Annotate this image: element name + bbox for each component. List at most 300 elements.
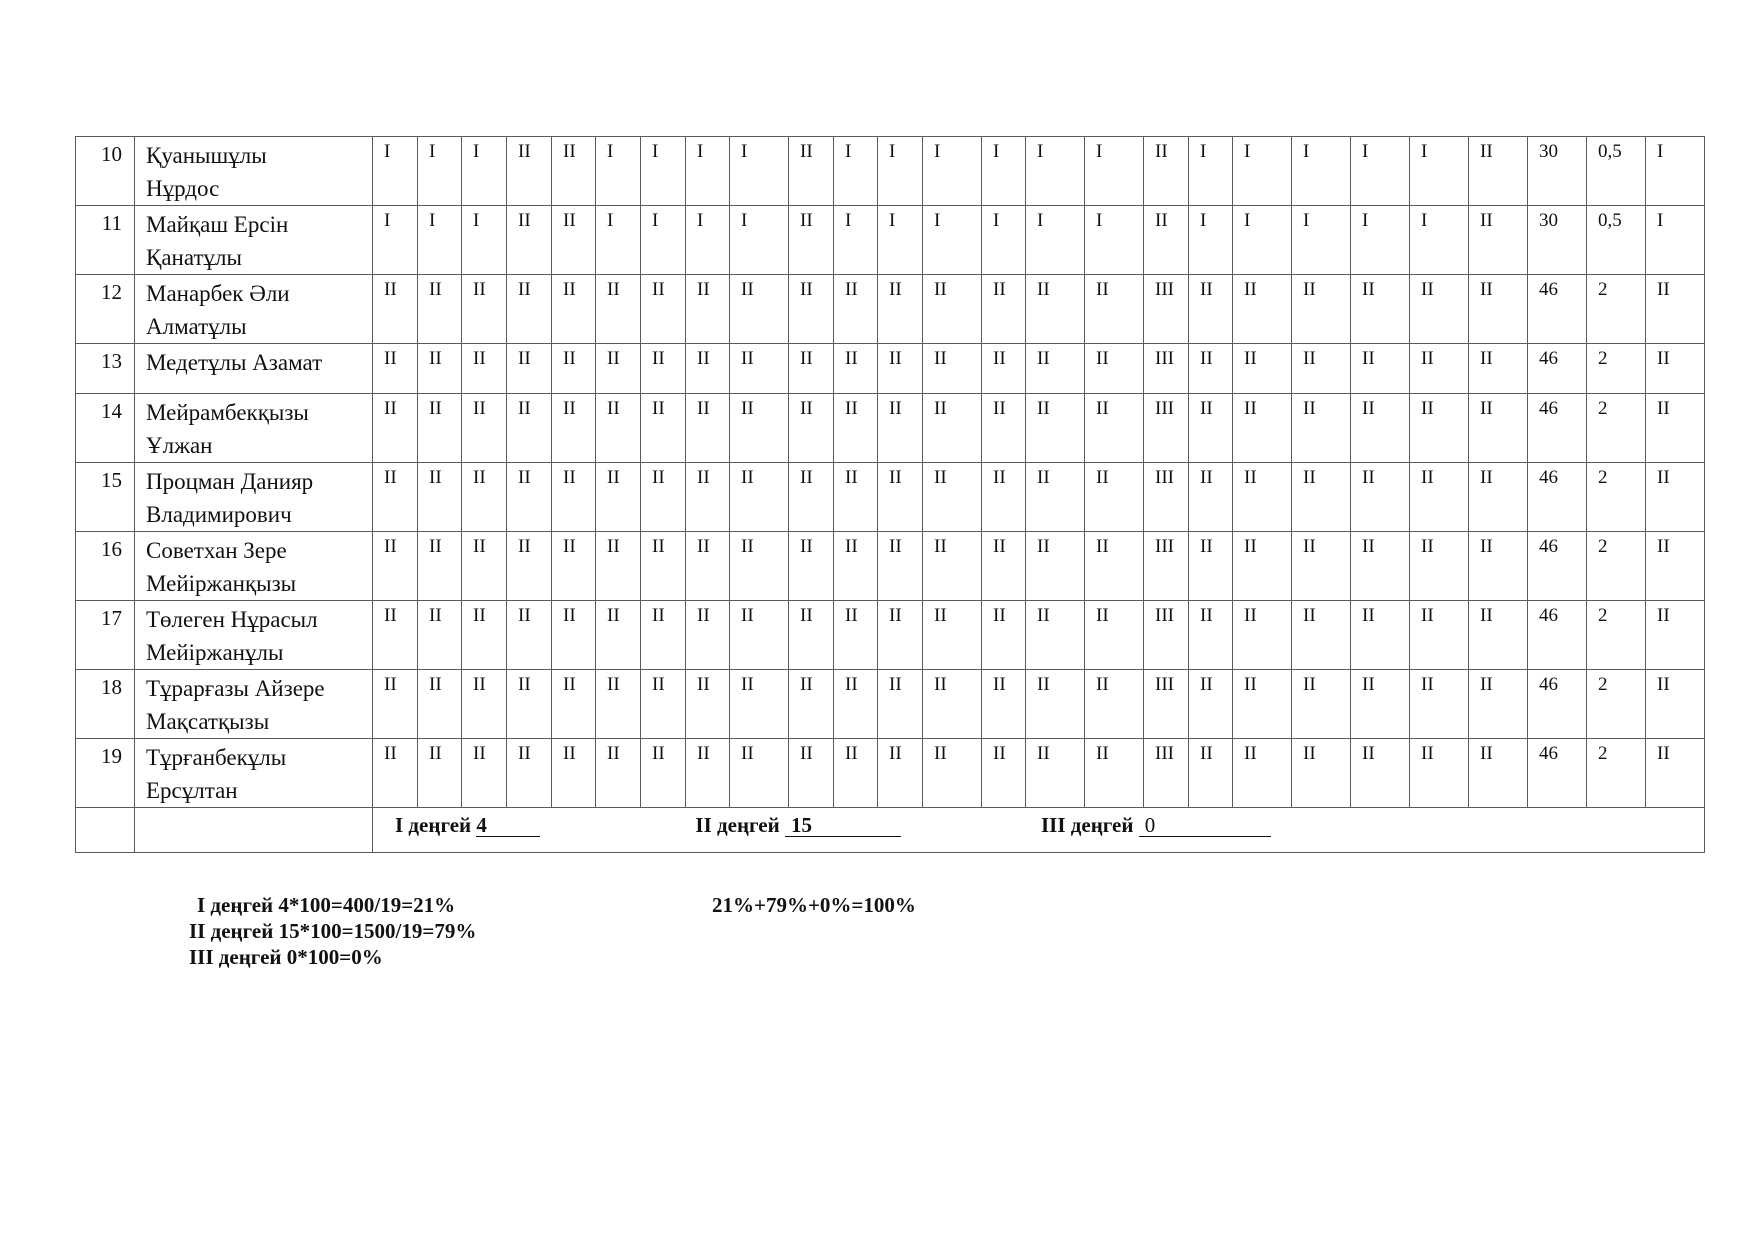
level-cell: II [462, 344, 507, 394]
level-cell: 46 [1528, 670, 1587, 739]
level-cell: II [507, 137, 552, 206]
student-name [135, 137, 373, 206]
student-name-line: Мейрамбекқызы [146, 400, 309, 425]
level-cell: II [686, 739, 730, 808]
level-cell: II [641, 739, 686, 808]
level-cell: I [878, 206, 923, 275]
level-cell: II [1292, 344, 1351, 394]
level-cell: II [462, 463, 507, 532]
table-row [76, 601, 1705, 670]
level-cell: I [596, 206, 641, 275]
level-summary [373, 808, 1705, 853]
level-cell: II [641, 601, 686, 670]
level-cell: II [789, 137, 834, 206]
level-cell: 2 [1587, 344, 1646, 394]
level-cell: II [373, 739, 418, 808]
level-cell: II [507, 344, 552, 394]
level-cell: III [1144, 463, 1189, 532]
level-cell: I [1292, 137, 1351, 206]
level-cell: II [596, 394, 641, 463]
level-cell: II [730, 670, 789, 739]
level-cell: II [373, 275, 418, 344]
student-name-line: Майқаш Ерсін [146, 212, 289, 237]
level-cell: II [462, 601, 507, 670]
level-cell: II [1469, 275, 1528, 344]
calc-line-level3: III деңгей 0*100=0% [189, 945, 383, 969]
level-cell: II [373, 670, 418, 739]
level-cell: 46 [1528, 601, 1587, 670]
level-cell: I [730, 206, 789, 275]
student-name-line: Тұрарғазы Айзере [146, 676, 325, 701]
level-cell: II [982, 394, 1026, 463]
level-cell: II [596, 344, 641, 394]
level-cell: II [373, 463, 418, 532]
student-name [135, 206, 373, 275]
student-name [135, 275, 373, 344]
level-cell: II [1085, 344, 1144, 394]
level-cell: II [686, 601, 730, 670]
calc-line-level2: II деңгей 15*100=1500/19=79% [189, 919, 477, 943]
level-cell: 2 [1587, 670, 1646, 739]
level-cell: I [462, 206, 507, 275]
level-cell: II [789, 463, 834, 532]
table-row [76, 206, 1705, 275]
level-cell: 46 [1528, 463, 1587, 532]
level-cell: II [1646, 670, 1705, 739]
level-cell: II [789, 206, 834, 275]
student-name-line: Нұрдос [146, 176, 220, 201]
level-cell: II [878, 601, 923, 670]
level-cell: II [834, 344, 878, 394]
level-cell: II [641, 394, 686, 463]
student-name [135, 344, 373, 394]
level-cell: I [641, 137, 686, 206]
level-cell: II [1292, 463, 1351, 532]
student-name-line: Ұлжан [146, 433, 213, 458]
student-name-line: Төлеген Нұрасыл [146, 607, 318, 632]
summary-name-cell [135, 808, 373, 853]
level-cell: 2 [1587, 739, 1646, 808]
summary-num-cell [76, 808, 135, 853]
assessment-table-body [76, 137, 1705, 853]
level-cell: II [789, 275, 834, 344]
row-number: 15 [76, 463, 135, 532]
student-name [135, 670, 373, 739]
level-cell: II [552, 532, 596, 601]
level-cell: II [1469, 601, 1528, 670]
level-cell: I [1410, 206, 1469, 275]
level-cell: 2 [1587, 275, 1646, 344]
level-cell: II [1351, 532, 1410, 601]
level-cell: II [1189, 344, 1233, 394]
level-cell: 2 [1587, 601, 1646, 670]
level-cell: III [1144, 394, 1189, 463]
level-cell: I [1410, 137, 1469, 206]
table-row [76, 275, 1705, 344]
level-cell: I [982, 206, 1026, 275]
level-cell: II [507, 394, 552, 463]
row-number: 18 [76, 670, 135, 739]
level-cell: II [1085, 670, 1144, 739]
level-cell: II [878, 394, 923, 463]
level-cell: II [789, 670, 834, 739]
assessment-table [75, 136, 1705, 853]
level-cell: 0,5 [1587, 206, 1646, 275]
level-cell: II [923, 739, 982, 808]
level-cell: II [878, 739, 923, 808]
level-cell: II [1233, 463, 1292, 532]
level-cell: II [789, 532, 834, 601]
level-cell: 30 [1528, 206, 1587, 275]
level-cell: II [418, 739, 462, 808]
level-cell: II [1189, 670, 1233, 739]
level-cell: II [730, 601, 789, 670]
level-cell: II [418, 463, 462, 532]
level-cell: II [730, 275, 789, 344]
level-cell: I [1085, 137, 1144, 206]
level-cell: II [373, 344, 418, 394]
row-number: 16 [76, 532, 135, 601]
level-cell: II [462, 275, 507, 344]
level-cell: II [1646, 532, 1705, 601]
student-name [135, 532, 373, 601]
student-name-line: Владимирович [146, 502, 292, 527]
level-cell: II [1026, 344, 1085, 394]
level-cell: II [1085, 394, 1144, 463]
row-number: 17 [76, 601, 135, 670]
level-cell: II [878, 670, 923, 739]
level-cell: II [1189, 394, 1233, 463]
level-cell: II [1292, 601, 1351, 670]
student-name-line: Советхан Зере [146, 538, 287, 563]
level-cell: II [596, 670, 641, 739]
level-cell: II [641, 275, 686, 344]
level-cell: II [507, 532, 552, 601]
level-cell: II [596, 532, 641, 601]
row-number: 14 [76, 394, 135, 463]
level-cell: II [1469, 137, 1528, 206]
level-cell: II [878, 344, 923, 394]
level-cell: II [552, 739, 596, 808]
level-cell: II [596, 739, 641, 808]
level-cell: 46 [1528, 344, 1587, 394]
level-cell: 2 [1587, 463, 1646, 532]
student-name-line: Мақсатқызы [146, 709, 270, 734]
level-cell: I [982, 137, 1026, 206]
level-cell: II [596, 463, 641, 532]
level-cell: II [1026, 601, 1085, 670]
level-cell: 46 [1528, 532, 1587, 601]
level-cell: I [1233, 137, 1292, 206]
level-cell: II [552, 463, 596, 532]
level-cell: I [686, 137, 730, 206]
level-cell: II [789, 394, 834, 463]
level-cell: II [1351, 739, 1410, 808]
level-cell: II [418, 344, 462, 394]
student-name [135, 463, 373, 532]
level-cell: II [1026, 463, 1085, 532]
level-cell: III [1144, 670, 1189, 739]
calc-line-level1: I деңгей 4*100=400/19=21% [197, 893, 456, 917]
level-cell: I [1085, 206, 1144, 275]
level-cell: II [418, 275, 462, 344]
calc-total: 21%+79%+0%=100% [712, 893, 916, 917]
level-cell: II [552, 137, 596, 206]
level-cell: II [1144, 206, 1189, 275]
level-cell: II [730, 739, 789, 808]
row-number: 12 [76, 275, 135, 344]
level-cell: I [1233, 206, 1292, 275]
level-cell: II [507, 206, 552, 275]
level-cell: II [1469, 206, 1528, 275]
student-name [135, 601, 373, 670]
level-cell: I [878, 137, 923, 206]
level-cell: II [834, 601, 878, 670]
level-cell: II [1026, 532, 1085, 601]
level-cell: I [1026, 137, 1085, 206]
level-cell: 2 [1587, 532, 1646, 601]
level-cell: II [507, 739, 552, 808]
level-cell: I [834, 137, 878, 206]
level-cell: II [1026, 394, 1085, 463]
level-cell: I [1189, 206, 1233, 275]
student-name-line: Тұрғанбекұлы [146, 745, 287, 770]
level-cell: II [373, 601, 418, 670]
level-cell: II [923, 670, 982, 739]
level-cell: II [923, 532, 982, 601]
level-cell: 46 [1528, 394, 1587, 463]
level-cell: II [834, 739, 878, 808]
level-cell: II [923, 601, 982, 670]
level-cell: I [1646, 206, 1705, 275]
level-cell: III [1144, 344, 1189, 394]
level-cell: I [462, 137, 507, 206]
level-cell: I [1189, 137, 1233, 206]
level-cell: I [418, 137, 462, 206]
level-cell: II [1646, 394, 1705, 463]
level-cell: II [1233, 275, 1292, 344]
level-cell: II [1085, 532, 1144, 601]
student-name-line: Медетұлы Азамат [146, 350, 323, 375]
level-cell: II [596, 601, 641, 670]
level-cell: 30 [1528, 137, 1587, 206]
table-row [76, 344, 1705, 394]
level-cell: II [789, 344, 834, 394]
level-cell: II [462, 532, 507, 601]
level-cell: II [1351, 670, 1410, 739]
level-cell: II [686, 532, 730, 601]
level-cell: II [982, 601, 1026, 670]
level-cell: 2 [1587, 394, 1646, 463]
level-cell: II [1189, 463, 1233, 532]
level-cell: II [834, 394, 878, 463]
level2-label: II деңгей [695, 813, 785, 837]
row-number: 10 [76, 137, 135, 206]
level-cell: I [923, 137, 982, 206]
level-cell: II [1292, 739, 1351, 808]
level-cell: II [982, 275, 1026, 344]
level-cell: II [641, 670, 686, 739]
level-cell: II [1410, 532, 1469, 601]
level-cell: II [552, 601, 596, 670]
level-cell: II [1469, 670, 1528, 739]
level-cell: I [1646, 137, 1705, 206]
level-cell: II [418, 670, 462, 739]
level-cell: II [1469, 739, 1528, 808]
level-cell: II [373, 394, 418, 463]
level-cell: II [1233, 344, 1292, 394]
level-cell: I [596, 137, 641, 206]
student-name-line: Ерсұлтан [146, 778, 238, 803]
level-cell: II [1233, 394, 1292, 463]
row-number: 11 [76, 206, 135, 275]
level-cell: II [641, 463, 686, 532]
level-cell: II [686, 275, 730, 344]
level-cell: II [1085, 463, 1144, 532]
table-row [76, 739, 1705, 808]
table-row [76, 532, 1705, 601]
level-cell: II [1085, 601, 1144, 670]
student-name-line: Қанатұлы [146, 245, 242, 270]
level-cell: II [730, 463, 789, 532]
level-cell: II [1351, 601, 1410, 670]
level-cell: II [418, 532, 462, 601]
level-cell: II [686, 344, 730, 394]
level-cell: II [373, 532, 418, 601]
level-cell: I [1292, 206, 1351, 275]
level-cell: I [373, 137, 418, 206]
level-cell: III [1144, 739, 1189, 808]
level-cell: I [641, 206, 686, 275]
level-cell: II [1469, 463, 1528, 532]
level-cell: II [878, 463, 923, 532]
level-cell: II [834, 463, 878, 532]
level-cell: II [1085, 739, 1144, 808]
level-cell: II [1410, 601, 1469, 670]
student-name [135, 394, 373, 463]
level-cell: II [982, 532, 1026, 601]
level-cell: II [462, 739, 507, 808]
level1-value: 4 [476, 814, 540, 837]
level-cell: II [1351, 463, 1410, 532]
level-cell: II [1469, 344, 1528, 394]
level-cell: II [982, 344, 1026, 394]
level-cell: II [1351, 344, 1410, 394]
level-cell: II [1292, 670, 1351, 739]
level1-label: I деңгей [395, 813, 477, 837]
row-number: 13 [76, 344, 135, 394]
level-cell: II [1233, 532, 1292, 601]
level-cell: III [1144, 532, 1189, 601]
level-cell: II [878, 275, 923, 344]
level-cell: II [1189, 275, 1233, 344]
student-name-line: Қуанышұлы [146, 143, 267, 168]
level-cell: 46 [1528, 739, 1587, 808]
level-cell: II [789, 601, 834, 670]
level-cell: II [730, 532, 789, 601]
level-cell: III [1144, 601, 1189, 670]
table-row [76, 137, 1705, 206]
summary-row [76, 808, 1705, 853]
level-cell: II [507, 670, 552, 739]
level-cell: II [552, 275, 596, 344]
level-cell: II [1144, 137, 1189, 206]
level-cell: II [1026, 670, 1085, 739]
level-cell: II [1646, 601, 1705, 670]
level-cell: II [1646, 344, 1705, 394]
level-cell: II [789, 739, 834, 808]
level-cell: I [1351, 206, 1410, 275]
student-name-line: Алматұлы [146, 314, 247, 339]
level-cell: II [834, 670, 878, 739]
level2-value: 15 [785, 814, 901, 837]
level-cell: 46 [1528, 275, 1587, 344]
level-cell: II [418, 601, 462, 670]
level-cell: II [1351, 394, 1410, 463]
level-cell: II [982, 739, 1026, 808]
level-cell: I [1351, 137, 1410, 206]
level-cell: II [686, 670, 730, 739]
level-cell: II [1085, 275, 1144, 344]
table-row [76, 394, 1705, 463]
level-cell: II [686, 394, 730, 463]
level-cell: II [1026, 275, 1085, 344]
level-cell: II [1233, 670, 1292, 739]
level-cell: II [923, 344, 982, 394]
level-cell: II [1646, 463, 1705, 532]
level-cell: II [641, 532, 686, 601]
table-row [76, 463, 1705, 532]
level-cell: II [1292, 394, 1351, 463]
level-cell: II [1646, 275, 1705, 344]
level-cell: I [418, 206, 462, 275]
level-cell: II [1233, 739, 1292, 808]
level-cell: II [834, 275, 878, 344]
level-cell: II [507, 601, 552, 670]
level-cell: II [641, 344, 686, 394]
level-cell: I [686, 206, 730, 275]
level-cell: II [596, 275, 641, 344]
level-cell: II [1469, 394, 1528, 463]
level-cell: II [923, 463, 982, 532]
level3-label: III деңгей [1040, 813, 1139, 837]
level-cell: II [1026, 739, 1085, 808]
level3-value: 0 [1139, 814, 1271, 837]
level-cell: II [552, 670, 596, 739]
level-cell: II [1189, 739, 1233, 808]
level-cell: II [1469, 532, 1528, 601]
level-cell: II [462, 670, 507, 739]
level-cell: II [1351, 275, 1410, 344]
level-cell: II [462, 394, 507, 463]
level-cell: II [923, 394, 982, 463]
level-cell: II [730, 394, 789, 463]
level-cell: I [1026, 206, 1085, 275]
level-cell: I [730, 137, 789, 206]
level-cell: I [923, 206, 982, 275]
level-cell: II [1410, 275, 1469, 344]
level-cell: II [686, 463, 730, 532]
level-cell: II [982, 463, 1026, 532]
level-cell: II [982, 670, 1026, 739]
level-cell: II [507, 463, 552, 532]
level-cell: II [878, 532, 923, 601]
level-cell: II [1292, 275, 1351, 344]
student-name-line: Манарбек Әли [146, 281, 290, 306]
level-cell: II [552, 344, 596, 394]
level-cell: III [1144, 275, 1189, 344]
level-cell: II [923, 275, 982, 344]
